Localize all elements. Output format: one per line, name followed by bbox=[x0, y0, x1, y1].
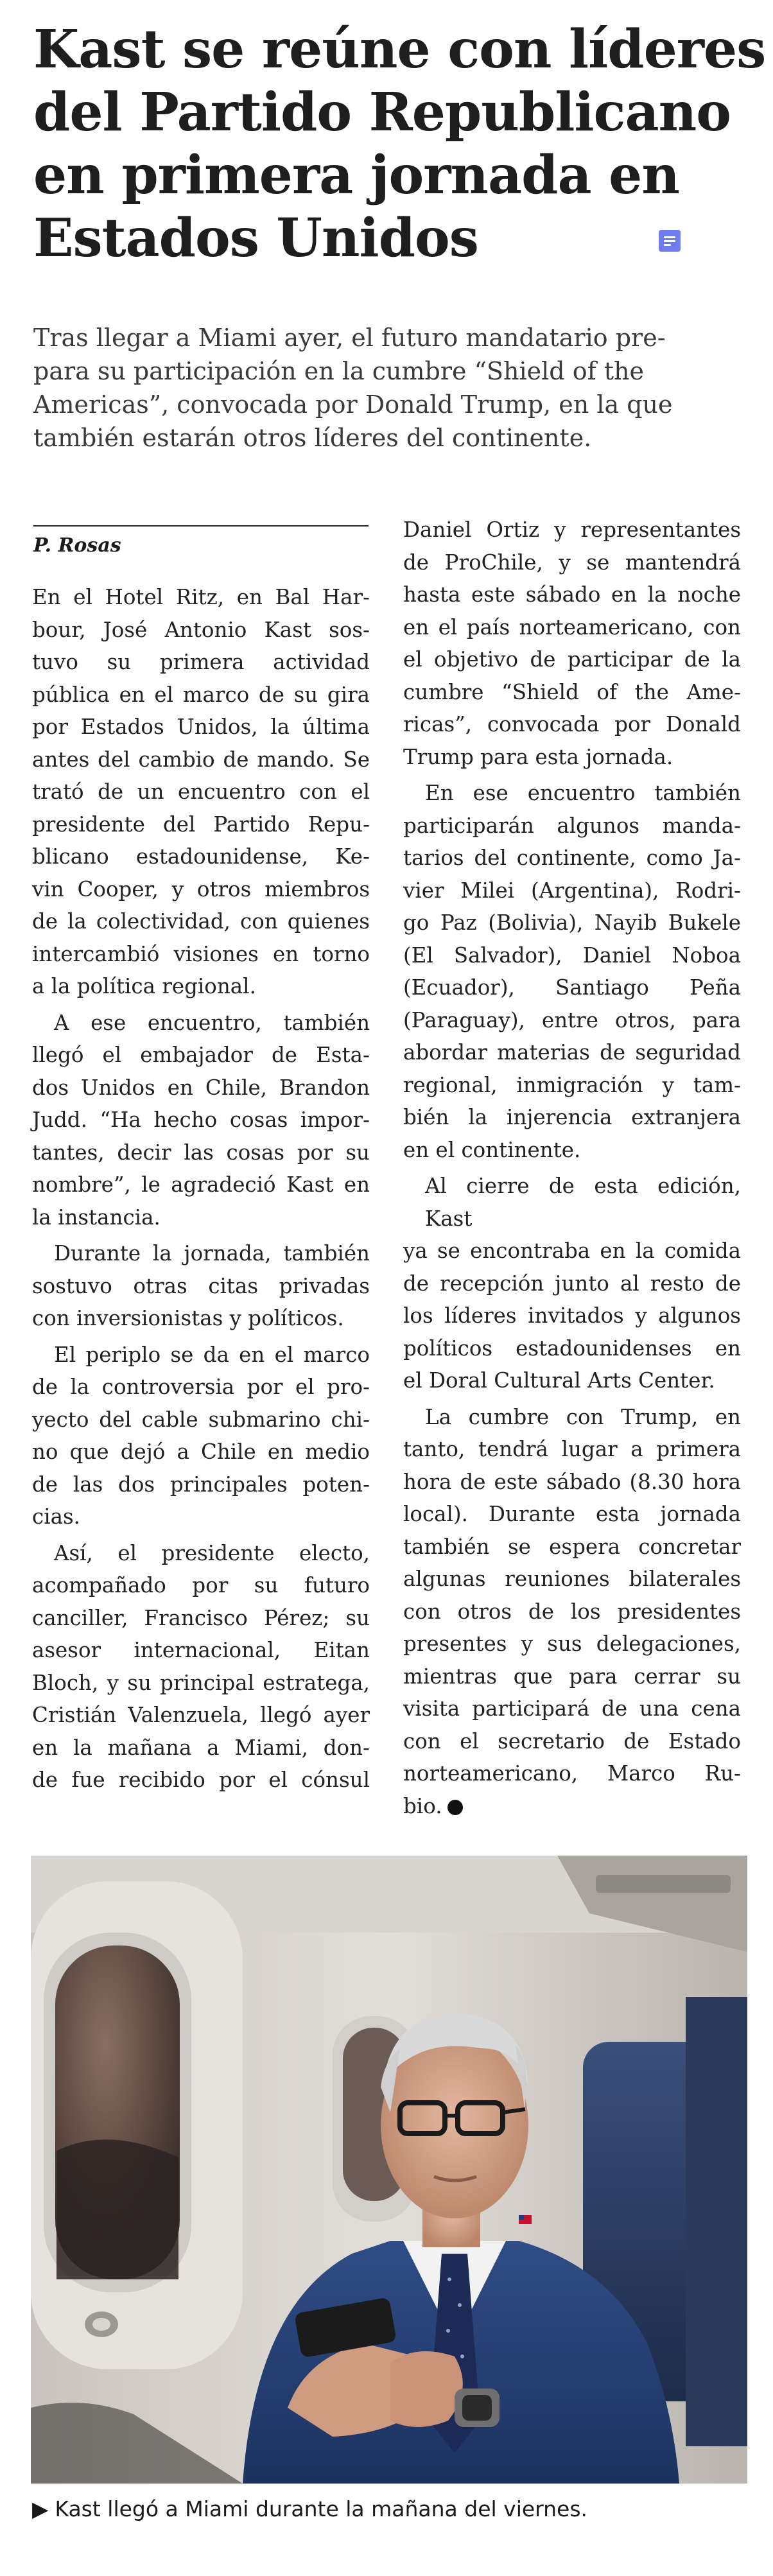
body-line: Daniel Ortiz y representantes bbox=[403, 518, 741, 542]
body-line: tanto, tendrá lugar a primera bbox=[403, 1437, 741, 1461]
body-line: trató de un encuentro con el bbox=[32, 779, 370, 804]
body-line: con inversionistas y políticos. bbox=[32, 1306, 344, 1330]
body-line: vier Milei (Argentina), Rodri- bbox=[403, 878, 741, 903]
body-line: Trump para esta jornada. bbox=[403, 744, 673, 769]
body-column-left bbox=[32, 581, 370, 1797]
body-line: dos Unidos en Chile, Brandon bbox=[32, 1075, 370, 1100]
body-line: Al cierre de esta edición, Kast bbox=[425, 1174, 741, 1231]
body-line: visita participará de una cena bbox=[403, 1696, 741, 1721]
body-line: los líderes invitados y algunos bbox=[403, 1303, 741, 1328]
photo-caption bbox=[32, 2495, 587, 2523]
body-line: asesor internacional, Eitan bbox=[32, 1638, 370, 1662]
body-line: Cristián Valenzuela, llegó ayer bbox=[32, 1703, 370, 1727]
body-line: en la mañana a Miami, don- bbox=[32, 1735, 370, 1760]
body-line-text: bio. bbox=[403, 1793, 442, 1818]
body-line: participarán algunos manda- bbox=[403, 813, 741, 838]
body-line: tuvo su primera actividad bbox=[32, 650, 370, 674]
body-line: de recepción junto al resto de bbox=[403, 1271, 741, 1296]
body-line: bién la injerencia extranjera bbox=[403, 1105, 741, 1129]
caption-text: Kast llegó a Miami durante la mañana del viernes. bbox=[55, 2496, 588, 2521]
byline-rule bbox=[33, 525, 369, 527]
body-line: tantes, decir las cosas por su bbox=[32, 1140, 370, 1165]
body-line: local). Durante esta jornada bbox=[403, 1502, 741, 1526]
body-line: (Ecuador), Santiago Peña bbox=[403, 975, 741, 1000]
deck-line: para su participación en la cumbre “Shield of the bbox=[33, 357, 644, 385]
body-line: El periplo se da en el marco bbox=[54, 1342, 370, 1367]
body-line: algunas reuniones bilaterales bbox=[403, 1567, 741, 1591]
body-line: con otros de los presidentes bbox=[403, 1599, 741, 1624]
headline-line: Estados Unidos bbox=[33, 207, 478, 269]
body-line: abordar materias de seguridad bbox=[403, 1040, 741, 1065]
body-line: pública en el marco de su gira bbox=[32, 682, 370, 707]
body-line: hora de este sábado (8.30 hora bbox=[403, 1469, 741, 1494]
body-line: de la colectividad, con quienes bbox=[32, 909, 370, 934]
body-line: cias. bbox=[32, 1504, 80, 1529]
body-line: con el secretario de Estado bbox=[403, 1728, 741, 1754]
byline: P. Rosas bbox=[33, 534, 121, 557]
body-line: de fue recibido por el cónsul bbox=[32, 1768, 370, 1792]
body-line: (El Salvador), Daniel Noboa bbox=[403, 943, 741, 968]
body-column-right bbox=[403, 514, 741, 1822]
article-photo-illustration bbox=[31, 1856, 747, 2484]
body-line: presentes y sus delegaciones, bbox=[403, 1632, 741, 1656]
body-line: Así, el presidente electo, bbox=[54, 1540, 370, 1565]
body-line: por Estados Unidos, la última bbox=[32, 715, 370, 739]
body-line: la instancia. bbox=[32, 1205, 161, 1230]
body-line: el objetivo de participar de la bbox=[403, 647, 741, 672]
body-line: A ese encuentro, también bbox=[54, 1010, 370, 1035]
article-deck bbox=[33, 321, 746, 455]
headline-line: en primera jornada en bbox=[33, 144, 679, 206]
body-line: sostuvo otras citas privadas bbox=[32, 1273, 370, 1298]
body-line: La cumbre con Trump, en bbox=[425, 1404, 741, 1429]
headline-line: Kast se reúne con líderes bbox=[33, 19, 766, 80]
body-line: presidente del Partido Repu- bbox=[32, 812, 370, 837]
body-line: Durante la jornada, también bbox=[54, 1241, 370, 1266]
note-icon[interactable] bbox=[659, 230, 681, 252]
body-line: blicano estadounidense, Ke- bbox=[32, 844, 370, 869]
headline bbox=[33, 18, 766, 270]
body-line: de ProChile, y se mantendrá bbox=[403, 550, 741, 575]
body-line: en el continente. bbox=[403, 1137, 581, 1162]
body-line: de las dos principales poten- bbox=[32, 1472, 370, 1497]
body-line: cumbre “Shield of the Ame- bbox=[403, 679, 741, 704]
body-line: Bloch, y su principal estratega, bbox=[32, 1670, 370, 1695]
body-line: bour, José Antonio Kast sos- bbox=[32, 617, 370, 642]
body-line: (Paraguay), entre otros, para bbox=[403, 1007, 741, 1032]
body-line: políticos estadounidenses en bbox=[403, 1336, 741, 1361]
body-line: vin Cooper, y otros miembros bbox=[32, 876, 370, 901]
body-line: yecto del cable submarino chi- bbox=[32, 1407, 370, 1432]
body-line: Judd. “Ha hecho cosas impor- bbox=[32, 1108, 370, 1132]
body-line: también se espera concretar bbox=[403, 1534, 741, 1559]
body-line: regional, inmigración y tam- bbox=[403, 1072, 741, 1097]
headline-line: del Partido Republicano bbox=[33, 82, 731, 143]
end-of-article-dot-icon bbox=[447, 1800, 463, 1815]
deck-line: Tras llegar a Miami ayer, el futuro mandatario pre- bbox=[33, 324, 666, 352]
body-line: en el país norteamericano, con bbox=[403, 614, 741, 640]
body-line: llegó el embajador de Esta- bbox=[32, 1043, 370, 1067]
body-line: de la controversia por el pro- bbox=[32, 1375, 370, 1399]
body-line: go Paz (Bolivia), Nayib Bukele bbox=[403, 910, 741, 935]
body-line: tarios del continente, como Ja- bbox=[403, 846, 741, 870]
body-line: el Doral Cultural Arts Center. bbox=[403, 1368, 715, 1393]
article-photo bbox=[31, 1856, 747, 2484]
body-line: mientras que para cerrar su bbox=[403, 1664, 741, 1689]
body-line: a la política regional. bbox=[32, 974, 256, 998]
body-line: no que dejó a Chile en medio bbox=[32, 1440, 370, 1464]
body-line: ya se encontraba en la comida bbox=[403, 1239, 741, 1263]
body-line: acompañado por su futuro bbox=[32, 1573, 370, 1597]
body-line: hasta este sábado en la noche bbox=[403, 582, 741, 607]
body-line: ricas”, convocada por Donald bbox=[403, 712, 741, 736]
body-line: nombre”, le agradeció Kast en bbox=[32, 1172, 370, 1197]
body-line: norteamericano, Marco Ru- bbox=[403, 1761, 741, 1786]
body-line: En ese encuentro también bbox=[425, 781, 741, 805]
deck-line: también estarán otros líderes del continente. bbox=[33, 424, 592, 452]
body-line: antes del cambio de mando. Se bbox=[32, 747, 370, 772]
body-line bbox=[403, 1790, 741, 1823]
deck-line: Americas”, convocada por Donald Trump, en la que bbox=[33, 390, 673, 419]
body-line: intercambió visiones en torno bbox=[32, 941, 370, 966]
body-line: En el Hotel Ritz, en Bal Har- bbox=[32, 585, 370, 609]
body-line: canciller, Francisco Pérez; su bbox=[32, 1605, 370, 1630]
caption-arrow-icon: ▶ bbox=[32, 2496, 49, 2521]
